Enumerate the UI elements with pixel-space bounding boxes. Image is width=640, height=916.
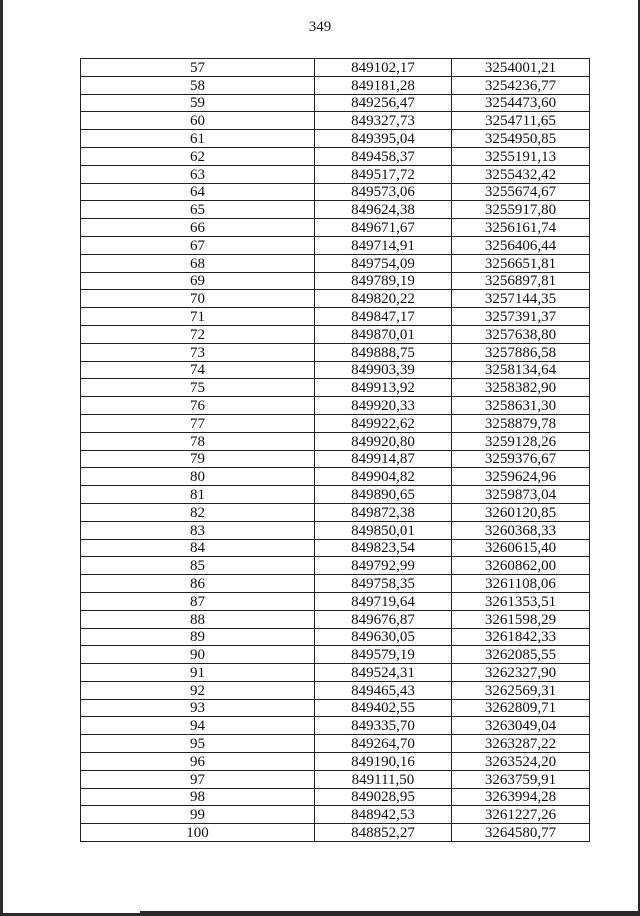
table-row bbox=[81, 414, 590, 432]
table-row bbox=[81, 521, 590, 539]
x-coordinate-cell: 849823,54 bbox=[315, 539, 452, 557]
x-coordinate-cell: 849719,64 bbox=[315, 592, 452, 610]
point-number-cell: 63 bbox=[81, 165, 315, 183]
table-row bbox=[81, 557, 590, 575]
y-coordinate-cell: 3263287,22 bbox=[452, 735, 590, 753]
table-row bbox=[81, 112, 590, 130]
y-coordinate-cell: 3259873,04 bbox=[452, 486, 590, 504]
table-row bbox=[81, 343, 590, 361]
table-row bbox=[81, 610, 590, 628]
table-row bbox=[81, 236, 590, 254]
point-number-cell: 79 bbox=[81, 450, 315, 468]
point-number-cell: 91 bbox=[81, 664, 315, 682]
y-coordinate-cell: 3258631,30 bbox=[452, 397, 590, 415]
y-coordinate-cell: 3254236,77 bbox=[452, 76, 590, 94]
page-number: 349 bbox=[308, 19, 332, 35]
coordinates-table-body bbox=[81, 59, 590, 842]
point-number-cell: 77 bbox=[81, 414, 315, 432]
coordinates-table bbox=[80, 58, 590, 842]
x-coordinate-cell: 849920,33 bbox=[315, 397, 452, 415]
y-coordinate-cell: 3263994,28 bbox=[452, 788, 590, 806]
table-row bbox=[81, 486, 590, 504]
point-number-cell: 74 bbox=[81, 361, 315, 379]
y-coordinate-cell: 3256897,81 bbox=[452, 272, 590, 290]
x-coordinate-cell: 849714,91 bbox=[315, 236, 452, 254]
table-row bbox=[81, 770, 590, 788]
table-row bbox=[81, 503, 590, 521]
y-coordinate-cell: 3259624,96 bbox=[452, 468, 590, 486]
y-coordinate-cell: 3258382,90 bbox=[452, 379, 590, 397]
table-row bbox=[81, 130, 590, 148]
point-number-cell: 83 bbox=[81, 521, 315, 539]
table-row bbox=[81, 646, 590, 664]
point-number-cell: 59 bbox=[81, 94, 315, 112]
point-number-cell: 62 bbox=[81, 147, 315, 165]
point-number-cell: 82 bbox=[81, 503, 315, 521]
x-coordinate-cell: 849402,55 bbox=[315, 699, 452, 717]
y-coordinate-cell: 3255674,67 bbox=[452, 183, 590, 201]
y-coordinate-cell: 3259376,67 bbox=[452, 450, 590, 468]
y-coordinate-cell: 3255191,13 bbox=[452, 147, 590, 165]
y-coordinate-cell: 3255432,42 bbox=[452, 165, 590, 183]
y-coordinate-cell: 3261598,29 bbox=[452, 610, 590, 628]
table-row bbox=[81, 681, 590, 699]
x-coordinate-cell: 849524,31 bbox=[315, 664, 452, 682]
table-row bbox=[81, 664, 590, 682]
x-coordinate-cell: 849870,01 bbox=[315, 325, 452, 343]
x-coordinate-cell: 849671,67 bbox=[315, 219, 452, 237]
x-coordinate-cell: 849327,73 bbox=[315, 112, 452, 130]
point-number-cell: 80 bbox=[81, 468, 315, 486]
table-row bbox=[81, 824, 590, 842]
table-row bbox=[81, 254, 590, 272]
y-coordinate-cell: 3260862,00 bbox=[452, 557, 590, 575]
point-number-cell: 84 bbox=[81, 539, 315, 557]
x-coordinate-cell: 849758,35 bbox=[315, 575, 452, 593]
x-coordinate-cell: 849904,82 bbox=[315, 468, 452, 486]
point-number-cell: 75 bbox=[81, 379, 315, 397]
y-coordinate-cell: 3254473,60 bbox=[452, 94, 590, 112]
y-coordinate-cell: 3254711,65 bbox=[452, 112, 590, 130]
y-coordinate-cell: 3261227,26 bbox=[452, 806, 590, 824]
table-row bbox=[81, 575, 590, 593]
table-row bbox=[81, 699, 590, 717]
y-coordinate-cell: 3257638,80 bbox=[452, 325, 590, 343]
table-row bbox=[81, 272, 590, 290]
x-coordinate-cell: 849624,38 bbox=[315, 201, 452, 219]
x-coordinate-cell: 849872,38 bbox=[315, 503, 452, 521]
table-row bbox=[81, 628, 590, 646]
x-coordinate-cell: 849792,99 bbox=[315, 557, 452, 575]
point-number-cell: 97 bbox=[81, 770, 315, 788]
point-number-cell: 98 bbox=[81, 788, 315, 806]
y-coordinate-cell: 3262085,55 bbox=[452, 646, 590, 664]
x-coordinate-cell: 849914,87 bbox=[315, 450, 452, 468]
table-row bbox=[81, 717, 590, 735]
x-coordinate-cell: 848942,53 bbox=[315, 806, 452, 824]
x-coordinate-cell: 848852,27 bbox=[315, 824, 452, 842]
table-row bbox=[81, 290, 590, 308]
y-coordinate-cell: 3260368,33 bbox=[452, 521, 590, 539]
table-row bbox=[81, 788, 590, 806]
point-number-cell: 78 bbox=[81, 432, 315, 450]
y-coordinate-cell: 3254001,21 bbox=[452, 59, 590, 77]
table-row bbox=[81, 201, 590, 219]
table-row bbox=[81, 308, 590, 326]
y-coordinate-cell: 3261842,33 bbox=[452, 628, 590, 646]
point-number-cell: 88 bbox=[81, 610, 315, 628]
x-coordinate-cell: 849754,09 bbox=[315, 254, 452, 272]
point-number-cell: 81 bbox=[81, 486, 315, 504]
point-number-cell: 68 bbox=[81, 254, 315, 272]
table-row bbox=[81, 165, 590, 183]
x-coordinate-cell: 849102,17 bbox=[315, 59, 452, 77]
point-number-cell: 94 bbox=[81, 717, 315, 735]
point-number-cell: 58 bbox=[81, 76, 315, 94]
point-number-cell: 90 bbox=[81, 646, 315, 664]
point-number-cell: 89 bbox=[81, 628, 315, 646]
point-number-cell: 69 bbox=[81, 272, 315, 290]
point-number-cell: 67 bbox=[81, 236, 315, 254]
point-number-cell: 61 bbox=[81, 130, 315, 148]
y-coordinate-cell: 3262327,90 bbox=[452, 664, 590, 682]
table-row bbox=[81, 539, 590, 557]
x-coordinate-cell: 849847,17 bbox=[315, 308, 452, 326]
point-number-cell: 87 bbox=[81, 592, 315, 610]
x-coordinate-cell: 849888,75 bbox=[315, 343, 452, 361]
table-row bbox=[81, 735, 590, 753]
point-number-cell: 99 bbox=[81, 806, 315, 824]
table-row bbox=[81, 379, 590, 397]
table-row bbox=[81, 94, 590, 112]
point-number-cell: 100 bbox=[81, 824, 315, 842]
x-coordinate-cell: 849922,62 bbox=[315, 414, 452, 432]
table-row bbox=[81, 432, 590, 450]
x-coordinate-cell: 849458,37 bbox=[315, 147, 452, 165]
y-coordinate-cell: 3258879,78 bbox=[452, 414, 590, 432]
point-number-cell: 73 bbox=[81, 343, 315, 361]
y-coordinate-cell: 3262809,71 bbox=[452, 699, 590, 717]
x-coordinate-cell: 849264,70 bbox=[315, 735, 452, 753]
x-coordinate-cell: 849579,19 bbox=[315, 646, 452, 664]
x-coordinate-cell: 849850,01 bbox=[315, 521, 452, 539]
table-row bbox=[81, 450, 590, 468]
point-number-cell: 71 bbox=[81, 308, 315, 326]
point-number-cell: 57 bbox=[81, 59, 315, 77]
y-coordinate-cell: 3255917,80 bbox=[452, 201, 590, 219]
table-row bbox=[81, 753, 590, 771]
y-coordinate-cell: 3257144,35 bbox=[452, 290, 590, 308]
point-number-cell: 66 bbox=[81, 219, 315, 237]
table-row bbox=[81, 468, 590, 486]
y-coordinate-cell: 3263049,04 bbox=[452, 717, 590, 735]
table-row bbox=[81, 806, 590, 824]
x-coordinate-cell: 849335,70 bbox=[315, 717, 452, 735]
point-number-cell: 60 bbox=[81, 112, 315, 130]
x-coordinate-cell: 849903,39 bbox=[315, 361, 452, 379]
point-number-cell: 96 bbox=[81, 753, 315, 771]
x-coordinate-cell: 849395,04 bbox=[315, 130, 452, 148]
y-coordinate-cell: 3256406,44 bbox=[452, 236, 590, 254]
y-coordinate-cell: 3259128,26 bbox=[452, 432, 590, 450]
y-coordinate-cell: 3260615,40 bbox=[452, 539, 590, 557]
table-row bbox=[81, 183, 590, 201]
point-number-cell: 64 bbox=[81, 183, 315, 201]
x-coordinate-cell: 849789,19 bbox=[315, 272, 452, 290]
y-coordinate-cell: 3263759,91 bbox=[452, 770, 590, 788]
table-row bbox=[81, 325, 590, 343]
x-coordinate-cell: 849028,95 bbox=[315, 788, 452, 806]
x-coordinate-cell: 849256,47 bbox=[315, 94, 452, 112]
y-coordinate-cell: 3256651,81 bbox=[452, 254, 590, 272]
x-coordinate-cell: 849465,43 bbox=[315, 681, 452, 699]
y-coordinate-cell: 3261353,51 bbox=[452, 592, 590, 610]
x-coordinate-cell: 849573,06 bbox=[315, 183, 452, 201]
x-coordinate-cell: 849820,22 bbox=[315, 290, 452, 308]
x-coordinate-cell: 849181,28 bbox=[315, 76, 452, 94]
x-coordinate-cell: 849630,05 bbox=[315, 628, 452, 646]
point-number-cell: 72 bbox=[81, 325, 315, 343]
point-number-cell: 85 bbox=[81, 557, 315, 575]
table-row bbox=[81, 59, 590, 77]
x-coordinate-cell: 849517,72 bbox=[315, 165, 452, 183]
y-coordinate-cell: 3264580,77 bbox=[452, 824, 590, 842]
point-number-cell: 95 bbox=[81, 735, 315, 753]
table-row bbox=[81, 219, 590, 237]
y-coordinate-cell: 3260120,85 bbox=[452, 503, 590, 521]
point-number-cell: 92 bbox=[81, 681, 315, 699]
x-coordinate-cell: 849190,16 bbox=[315, 753, 452, 771]
point-number-cell: 70 bbox=[81, 290, 315, 308]
x-coordinate-cell: 849920,80 bbox=[315, 432, 452, 450]
y-coordinate-cell: 3262569,31 bbox=[452, 681, 590, 699]
table-row bbox=[81, 147, 590, 165]
y-coordinate-cell: 3257886,58 bbox=[452, 343, 590, 361]
table-row bbox=[81, 361, 590, 379]
x-coordinate-cell: 849913,92 bbox=[315, 379, 452, 397]
x-coordinate-cell: 849890,65 bbox=[315, 486, 452, 504]
table-row bbox=[81, 592, 590, 610]
point-number-cell: 76 bbox=[81, 397, 315, 415]
point-number-cell: 86 bbox=[81, 575, 315, 593]
y-coordinate-cell: 3258134,64 bbox=[452, 361, 590, 379]
x-coordinate-cell: 849676,87 bbox=[315, 610, 452, 628]
point-number-cell: 93 bbox=[81, 699, 315, 717]
y-coordinate-cell: 3256161,74 bbox=[452, 219, 590, 237]
point-number-cell: 65 bbox=[81, 201, 315, 219]
y-coordinate-cell: 3254950,85 bbox=[452, 130, 590, 148]
y-coordinate-cell: 3261108,06 bbox=[452, 575, 590, 593]
y-coordinate-cell: 3263524,20 bbox=[452, 753, 590, 771]
table-row bbox=[81, 76, 590, 94]
x-coordinate-cell: 849111,50 bbox=[315, 770, 452, 788]
y-coordinate-cell: 3257391,37 bbox=[452, 308, 590, 326]
table-row bbox=[81, 397, 590, 415]
scan-border-left bbox=[0, 0, 3, 916]
